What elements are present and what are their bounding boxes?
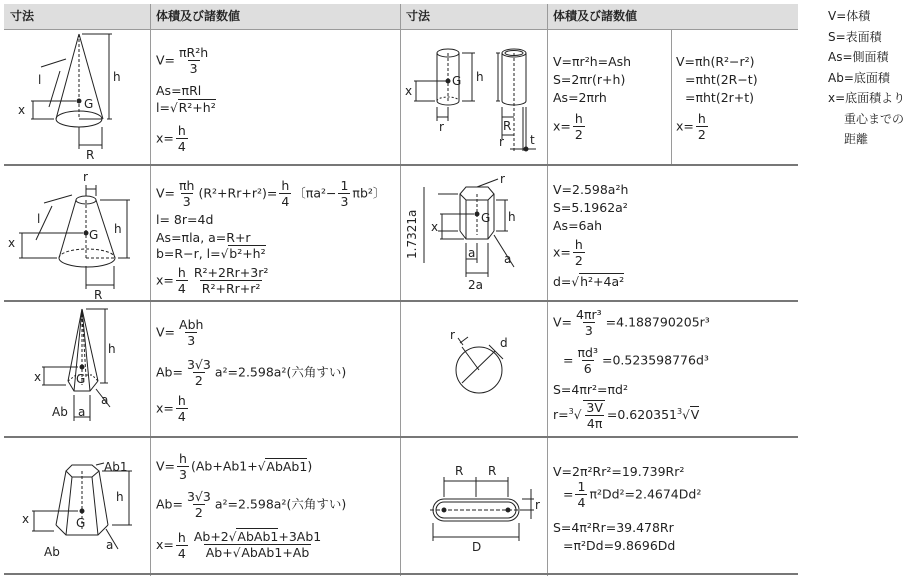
torus-diagram: [400, 439, 547, 571]
frustum-label-x: x: [8, 236, 16, 250]
hexpyramid-formulas: V= $\frac{\text{Abh}}{3}$ Ab= $\frac{3√3}{2}$ a²=2.598a²(六角すい) x= $\frac{h}{4}$: [156, 317, 347, 424]
legend-x: x=底面積より: [828, 91, 906, 105]
frustum-formulas: V= $\frac{\pi h}{3}$ (R²+Rr+r²)= $\frac{h}{4}$ 〔πa²− $\frac{1}{3}$ πb²〕 l= 8r=4d As=πla, a=R+r b=R−r, l=√b²+h² x= $\frac{h}{4}$ $\frac{\text{R²+2Rr+3r²}}{\text{R²+Rr+r²}}$: [156, 178, 386, 296]
legend-base-area: Ab=底面積: [828, 70, 890, 85]
hexprism-label-r: r: [500, 172, 505, 186]
cylinder-label-big-r: R: [503, 119, 512, 133]
hexprism-label-a: a: [468, 246, 476, 260]
legend: [828, 6, 905, 150]
legend-side-area: As=側面積: [828, 50, 889, 64]
torus-label-r: r: [535, 498, 540, 512]
hexpyramid-diagram: [4, 303, 150, 435]
frustum-label-g: G: [89, 228, 99, 242]
cylinder-label-g: G: [452, 74, 462, 88]
cone-formulas: V= $\frac{\text{πR²h}}{3}$ As=πRl l=√R²+h² x= $\frac{h}{4}$: [156, 45, 216, 154]
grid-vline: [150, 4, 151, 576]
hexprism-diagram: [400, 167, 547, 299]
sphere-formulas: V= $\frac{\text{4πr³}}{3}$ =4.188790205r³ = $\frac{\text{πd³}}{6}$ =0.523598776d³ S=4πr²=πd² r=$^3$√ $\frac{3V}{4\pi}$ $=0.620351^3√V$: [553, 307, 710, 431]
hexpyramid-label-a2: a: [101, 393, 109, 407]
cylinder-diagram: [400, 31, 547, 163]
frustum-label-big-r: R: [94, 288, 103, 299]
hexprism-label-g: G: [481, 211, 491, 225]
torus-label-d: D: [472, 540, 482, 554]
cylinder-formulas: V=πr²h=Ash S=2πr(r+h) As=2πrh x= $\frac{h}{2}$: [553, 54, 632, 142]
grid-hline: [4, 573, 798, 575]
cylinder-label-h: h: [476, 70, 484, 84]
header-dim-left: 寸法: [4, 4, 150, 29]
legend-x-cont2: 距離: [844, 132, 869, 146]
hexpyramid-label-x: x: [34, 370, 42, 384]
cone-label-r: R: [86, 148, 95, 162]
hexfrustum-label-ab1: Ab1: [104, 460, 128, 474]
hexprism-label-x: x: [431, 220, 439, 234]
hexpyramid-label-ab: Ab: [52, 405, 68, 419]
grid-vline: [547, 4, 548, 576]
cone-label-h: h: [113, 70, 121, 84]
frustum-label-r: r: [83, 170, 88, 184]
frustum-label-l: l: [37, 212, 41, 226]
hexfrustum-label-g: G: [76, 516, 86, 530]
header-vol-right: 体積及び諸数値: [547, 4, 798, 29]
header-vol-left: 体積及び諸数値: [150, 4, 400, 29]
sphere-label-d: d: [500, 336, 508, 350]
legend-volume: V=体積: [828, 9, 871, 23]
cone-label-g: G: [84, 97, 94, 111]
hexpyramid-label-g: G: [76, 372, 86, 386]
legend-surface: S=表面積: [828, 29, 882, 44]
hexfrustum-label-ab: Ab: [44, 545, 60, 559]
hexfrustum-label-a: a: [106, 538, 114, 552]
hexprism-label-2a: 2a: [468, 278, 483, 292]
cylinder-label-t: t: [530, 133, 535, 147]
frustum-label-h: h: [114, 222, 122, 236]
cylinder-label-r2: r: [499, 135, 504, 149]
hexprism-label-a2: a: [504, 252, 512, 266]
torus-formulas: V=2π²Rr²=19.739Rr² = $\frac{1}{4}$ π²Dd²=2.4674Dd² S=4π²Rr=39.478Rr =π²Dd=9.8696Dd: [553, 464, 702, 553]
hexfrustum-formulas: V= $\frac{h}{3}$ (Ab+Ab1+√AbAb1) Ab= $\frac{3√3}{2}$ a²=2.598a²(六角すい) x= $\frac{h}{4}$ $\frac{\text{Ab+2√AbAb1+3Ab1}}{\text{Ab+√AbAb1+Ab}}$: [156, 451, 347, 561]
grid-vline: [671, 29, 672, 165]
hexprism-label-1.7321a: 1.7321a: [405, 209, 419, 259]
cone-label-l: l: [38, 73, 42, 87]
frustum-diagram: [4, 167, 150, 299]
cylinder-label-x: x: [405, 84, 413, 98]
torus-label-r1: R: [455, 464, 464, 478]
cone-label-x: x: [18, 103, 26, 117]
cone-diagram: [4, 31, 150, 163]
formula-table: [4, 4, 798, 576]
legend-x-cont: 重心までの: [844, 111, 905, 126]
hexprism-label-h: h: [508, 210, 516, 224]
hexpyramid-label-a: a: [78, 405, 86, 419]
cylinder-label-r: r: [439, 120, 444, 134]
hexfrustum-diagram: [4, 439, 150, 571]
sphere-label-r: r: [450, 328, 455, 342]
sphere-diagram: [400, 303, 547, 435]
hexprism-formulas: V=2.598a²h S=5.1962a² As=6ah x= $\frac{h}{2}$ d=√h²+4a²: [553, 182, 629, 289]
hexpyramid-label-h: h: [108, 342, 116, 356]
hexfrustum-label-h: h: [116, 490, 124, 504]
header-dim-right: 寸法: [400, 4, 547, 29]
torus-label-r2: R: [488, 464, 497, 478]
pipe-formulas: V=πh(R²−r²) =πht(2R−t) =πht(2r+t) x= $\frac{h}{2}$: [676, 54, 758, 142]
hexfrustum-label-x: x: [22, 512, 30, 526]
